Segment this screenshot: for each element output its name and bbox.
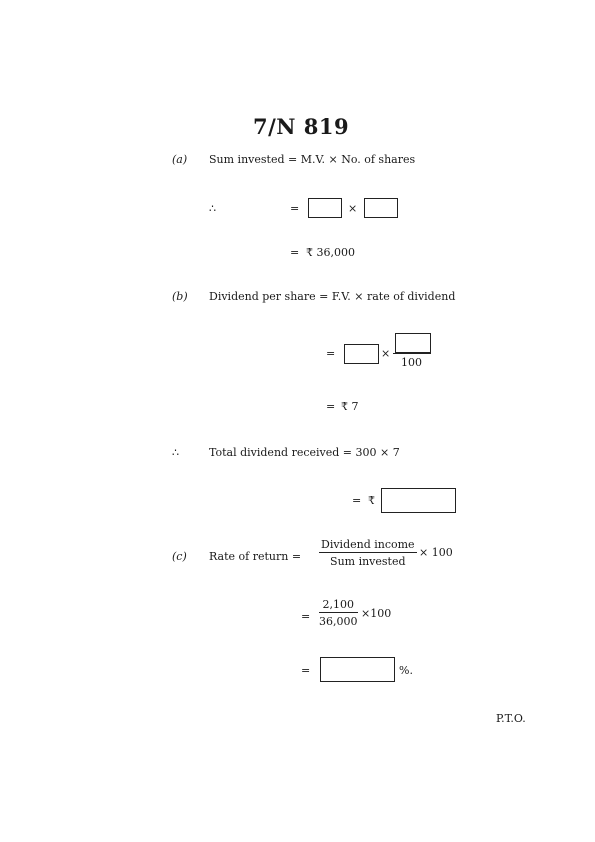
answer-box-number-of-shares[interactable]	[364, 198, 398, 218]
equals-sign: =	[290, 246, 300, 259]
equals-sign: =	[352, 494, 362, 507]
times-hundred: ×100	[361, 607, 392, 620]
part-b-label: (b)	[172, 290, 188, 303]
fraction-denominator: Sum invested	[330, 555, 406, 568]
rate-of-return-value-fraction	[319, 598, 358, 628]
fraction-bar	[393, 353, 431, 354]
answer-box-rate-of-dividend[interactable]	[395, 333, 431, 353]
equals-sign: =	[301, 610, 311, 623]
part-a-formula: Sum invested = M.V. × No. of shares	[209, 153, 416, 166]
fraction-numerator: Dividend income	[321, 538, 415, 551]
fraction-denominator: 36,000	[319, 615, 358, 628]
rate-of-return-fraction	[319, 538, 417, 568]
times-sign: ×	[381, 347, 391, 360]
part-a-result: ₹ 36,000	[306, 246, 355, 259]
equals-sign: =	[290, 202, 300, 215]
equals-sign: =	[326, 400, 336, 413]
therefore-symbol: ∴	[209, 202, 216, 215]
rate-of-return-label: Rate of return =	[209, 550, 302, 563]
therefore-symbol: ∴	[172, 446, 179, 459]
part-b-formula: Dividend per share = F.V. × rate of dividend	[209, 290, 456, 303]
fraction-numerator: 2,100	[319, 598, 358, 613]
answer-box-market-value[interactable]	[308, 198, 342, 218]
part-a-label: (a)	[172, 153, 188, 166]
percent-sign: %.	[399, 664, 413, 677]
fraction-denominator: 100	[401, 356, 422, 369]
part-c-label: (c)	[172, 550, 187, 563]
page-title: 7/N 819	[253, 114, 350, 139]
answer-box-face-value[interactable]	[344, 344, 379, 364]
equals-sign: =	[301, 664, 311, 677]
part-b-result: ₹ 7	[341, 400, 359, 413]
rupee-symbol: ₹	[368, 494, 375, 507]
times-sign: ×	[348, 202, 358, 215]
answer-box-total-dividend[interactable]	[381, 488, 456, 513]
times-hundred: × 100	[419, 546, 453, 559]
total-dividend-formula: Total dividend received = 300 × 7	[209, 446, 400, 459]
answer-box-rate-of-return[interactable]	[320, 657, 395, 682]
pto-footer: P.T.O.	[496, 712, 526, 725]
equals-sign: =	[326, 347, 336, 360]
